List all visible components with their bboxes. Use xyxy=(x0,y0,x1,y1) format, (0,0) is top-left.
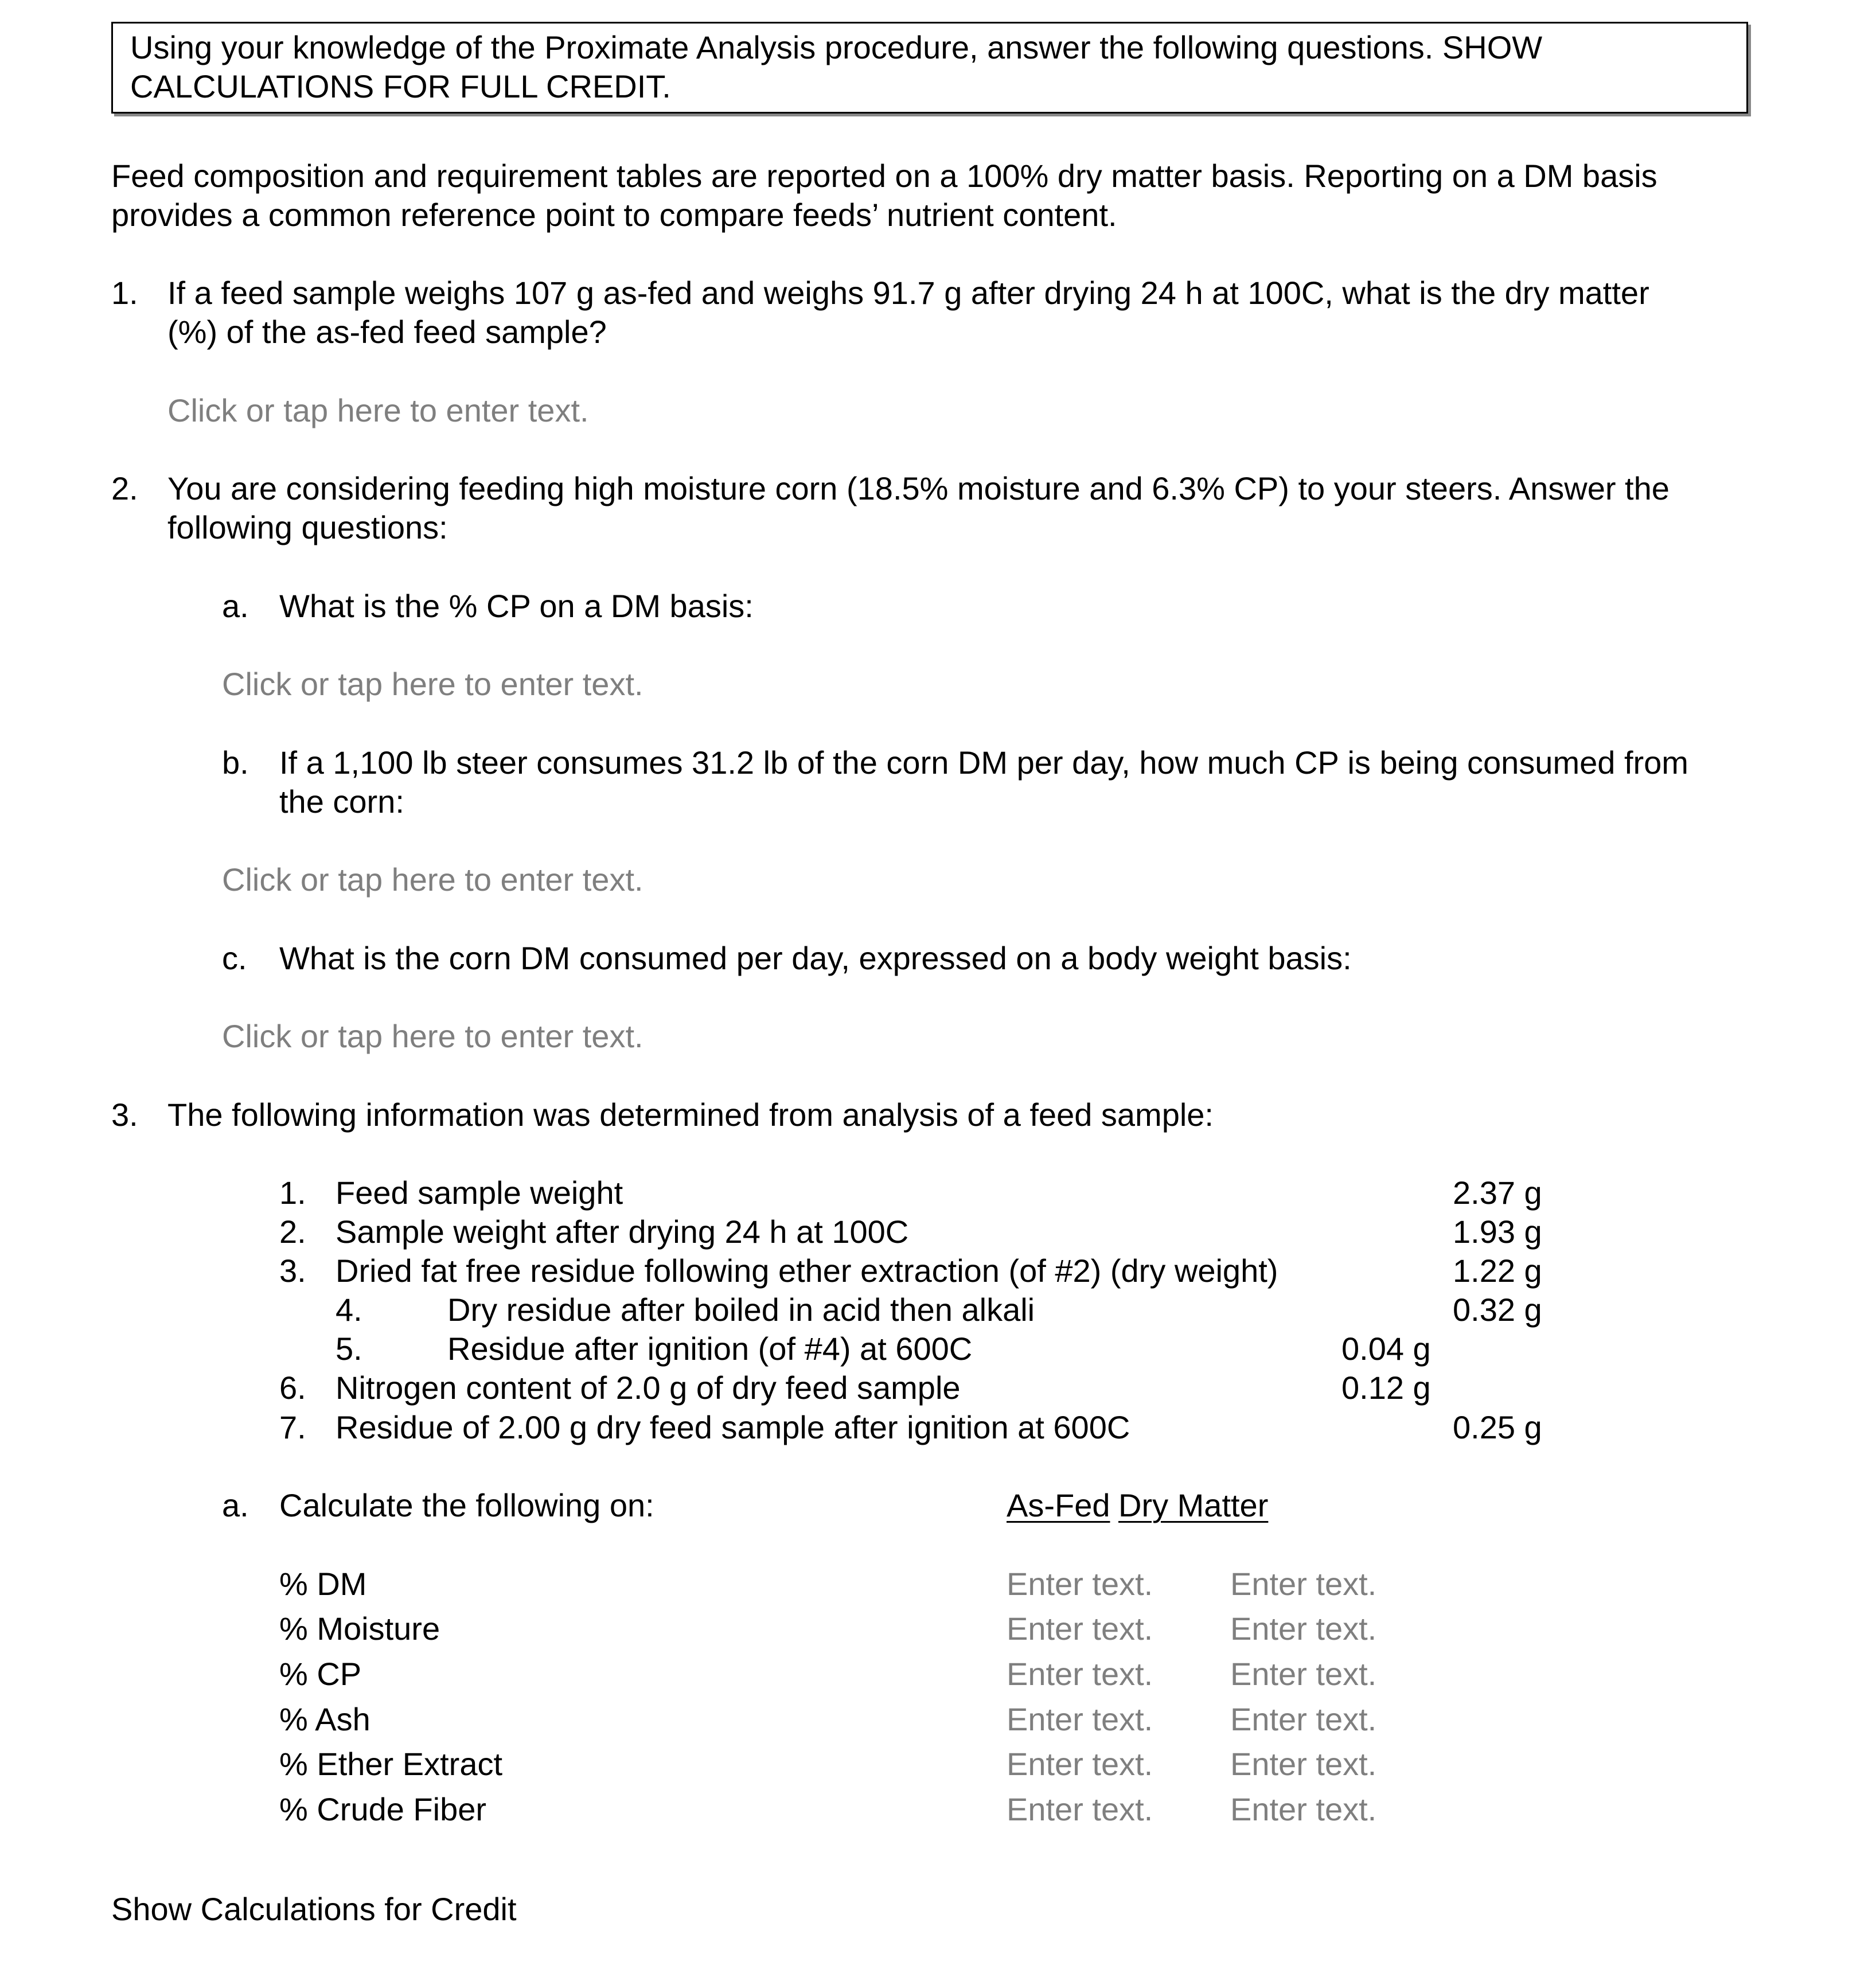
q3-item-num: 4. xyxy=(336,1292,362,1328)
column-header-dry-matter: Dry Matter xyxy=(1118,1487,1269,1523)
instructions-line-1: Using your knowledge of the Proximate Analysis procedure, answer the following questions. SHOW xyxy=(130,29,1543,65)
q3-item-text: Residue after ignition (of #4) at 600C xyxy=(447,1331,973,1367)
calc-asfed-field[interactable]: Enter text. xyxy=(1007,1656,1153,1692)
calc-dm-field[interactable]: Enter text. xyxy=(1230,1566,1377,1602)
calc-row-label: % Ash xyxy=(279,1701,370,1737)
column-header-as-fed: As-Fed xyxy=(1007,1487,1110,1523)
q3-text: The following information was determined from analysis of a feed sample: xyxy=(167,1097,1214,1133)
q1-number: 1. xyxy=(111,275,138,311)
calc-row-label: % Moisture xyxy=(279,1610,440,1647)
calc-dm-field[interactable]: Enter text. xyxy=(1230,1701,1377,1737)
q3-item-value: 0.32 g xyxy=(1453,1292,1542,1328)
q3-item-num: 5. xyxy=(336,1331,362,1367)
q2b-line-2: the corn: xyxy=(279,783,404,820)
q3-item-num: 2. xyxy=(279,1214,306,1250)
q3-item-text: Dry residue after boiled in acid then alkali xyxy=(447,1292,1035,1328)
q3-item-num: 1. xyxy=(279,1175,306,1211)
q1-answer-field[interactable]: Click or tap here to enter text. xyxy=(167,392,589,428)
q2-number: 2. xyxy=(111,470,138,506)
q2b-answer-field[interactable]: Click or tap here to enter text. xyxy=(222,861,643,898)
intro-line-2: provides a common reference point to compare feeds’ nutrient content. xyxy=(111,197,1117,233)
calc-dm-field[interactable]: Enter text. xyxy=(1230,1746,1377,1782)
q3-item-num: 7. xyxy=(279,1409,306,1445)
q3-item-text: Residue of 2.00 g dry feed sample after ignition at 600C xyxy=(336,1409,1130,1445)
instructions-line-2: CALCULATIONS FOR FULL CREDIT. xyxy=(130,68,671,104)
q3-item-text: Sample weight after drying 24 h at 100C xyxy=(336,1214,909,1250)
calc-dm-field[interactable]: Enter text. xyxy=(1230,1656,1377,1692)
instructions-box xyxy=(111,22,1748,114)
calc-row-label: % Crude Fiber xyxy=(279,1791,487,1827)
q3-item-value: 1.93 g xyxy=(1453,1214,1542,1250)
calc-asfed-field[interactable]: Enter text. xyxy=(1007,1566,1153,1602)
q3a-label: a. xyxy=(222,1487,249,1523)
q2c-label: c. xyxy=(222,940,247,976)
calc-dm-field[interactable]: Enter text. xyxy=(1230,1610,1377,1647)
q3-item-value: 1.22 g xyxy=(1453,1253,1542,1289)
q3-item-text: Dried fat free residue following ether extraction (of #2) (dry weight) xyxy=(336,1253,1278,1289)
calc-dm-field[interactable]: Enter text. xyxy=(1230,1791,1377,1827)
q2-line-1: You are considering feeding high moisture corn (18.5% moisture and 6.3% CP) to your steers. Answer the xyxy=(167,470,1670,506)
calc-row-label: % CP xyxy=(279,1656,362,1692)
q2a-label: a. xyxy=(222,588,249,624)
calc-asfed-field[interactable]: Enter text. xyxy=(1007,1701,1153,1737)
q3-item-num: 6. xyxy=(279,1370,306,1406)
calc-row-label: % Ether Extract xyxy=(279,1746,503,1782)
footer-note: Show Calculations for Credit xyxy=(111,1891,517,1927)
q3a-text: Calculate the following on: xyxy=(279,1487,654,1523)
q2b-line-1: If a 1,100 lb steer consumes 31.2 lb of the corn DM per day, how much CP is being consumed from xyxy=(279,744,1688,781)
q2-line-2: following questions: xyxy=(167,509,448,545)
q3-item-text: Nitrogen content of 2.0 g of dry feed sample xyxy=(336,1370,961,1406)
q2c-text: What is the corn DM consumed per day, expressed on a body weight basis: xyxy=(279,940,1352,976)
calc-asfed-field[interactable]: Enter text. xyxy=(1007,1791,1153,1827)
calc-row-label: % DM xyxy=(279,1566,367,1602)
q3-number: 3. xyxy=(111,1097,138,1133)
q3-item-value: 0.04 g xyxy=(1341,1331,1431,1367)
q2b-label: b. xyxy=(222,744,249,781)
q1-line-2: (%) of the as-fed feed sample? xyxy=(167,314,607,350)
calc-asfed-field[interactable]: Enter text. xyxy=(1007,1746,1153,1782)
q3-item-text: Feed sample weight xyxy=(336,1175,623,1211)
q2c-answer-field[interactable]: Click or tap here to enter text. xyxy=(222,1018,643,1054)
q2a-answer-field[interactable]: Click or tap here to enter text. xyxy=(222,666,643,702)
q1-line-1: If a feed sample weighs 107 g as-fed and weighs 91.7 g after drying 24 h at 100C, what is the dry matter xyxy=(167,275,1649,311)
intro-line-1: Feed composition and requirement tables are reported on a 100% dry matter basis. Reporting on a DM basis xyxy=(111,158,1657,194)
q2a-text: What is the % CP on a DM basis: xyxy=(279,588,754,624)
q3-item-num: 3. xyxy=(279,1253,306,1289)
q3-item-value: 0.25 g xyxy=(1453,1409,1542,1445)
q3-item-value: 0.12 g xyxy=(1341,1370,1431,1406)
q3-item-value: 2.37 g xyxy=(1453,1175,1542,1211)
calc-asfed-field[interactable]: Enter text. xyxy=(1007,1610,1153,1647)
